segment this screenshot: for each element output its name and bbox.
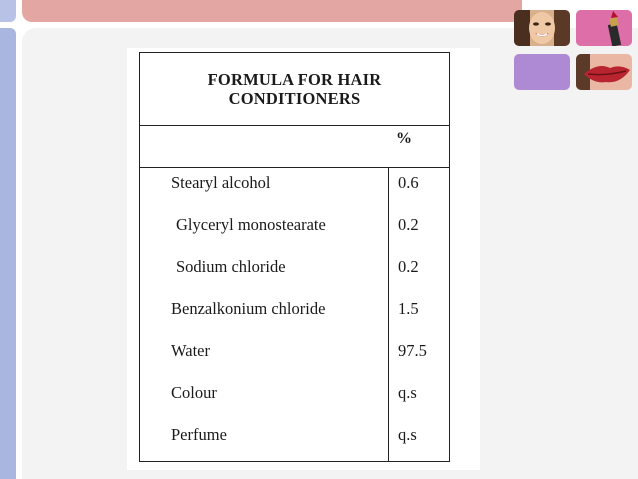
lips-photo — [576, 54, 632, 90]
left-accent-bar — [0, 28, 16, 479]
ingredient-percent: 1.5 — [398, 299, 419, 318]
smiling-woman-photo — [514, 10, 570, 46]
ingredient-percent: 97.5 — [398, 341, 427, 360]
table-row — [140, 383, 449, 407]
ingredient-percent: q.s — [398, 383, 417, 402]
ingredient-name: Colour — [171, 383, 217, 402]
ingredient-name: Stearyl alcohol — [171, 173, 271, 192]
document-page — [127, 48, 480, 470]
left-accent-bar-top — [0, 0, 16, 22]
ingredient-name: Perfume — [171, 425, 227, 444]
header-row — [140, 125, 449, 168]
ingredient-name: Benzalkonium chloride — [171, 299, 326, 318]
table-row — [140, 215, 449, 239]
table-row — [140, 173, 449, 197]
ingredient-name: Sodium chloride — [176, 257, 286, 276]
table-row — [140, 299, 449, 323]
lipstick-photo — [576, 10, 632, 46]
ingredient-percent: 0.2 — [398, 215, 419, 234]
ingredient-percent: 0.2 — [398, 257, 419, 276]
table-row — [140, 425, 449, 449]
ingredient-percent: q.s — [398, 425, 417, 444]
ingredient-name: Water — [171, 341, 210, 360]
table-row — [140, 257, 449, 281]
table-title-line-1: FORMULA FOR HAIR — [207, 70, 382, 89]
formula-table — [139, 52, 450, 462]
table-title — [140, 53, 449, 126]
top-accent-band — [22, 0, 522, 22]
ingredient-name: Glyceryl monostearate — [176, 215, 326, 234]
ingredient-percent: 0.6 — [398, 173, 419, 192]
table-title-line-2: CONDITIONERS — [228, 89, 361, 108]
purple-tile — [514, 54, 570, 90]
table-row — [140, 341, 449, 365]
percent-column-header: % — [396, 130, 412, 147]
